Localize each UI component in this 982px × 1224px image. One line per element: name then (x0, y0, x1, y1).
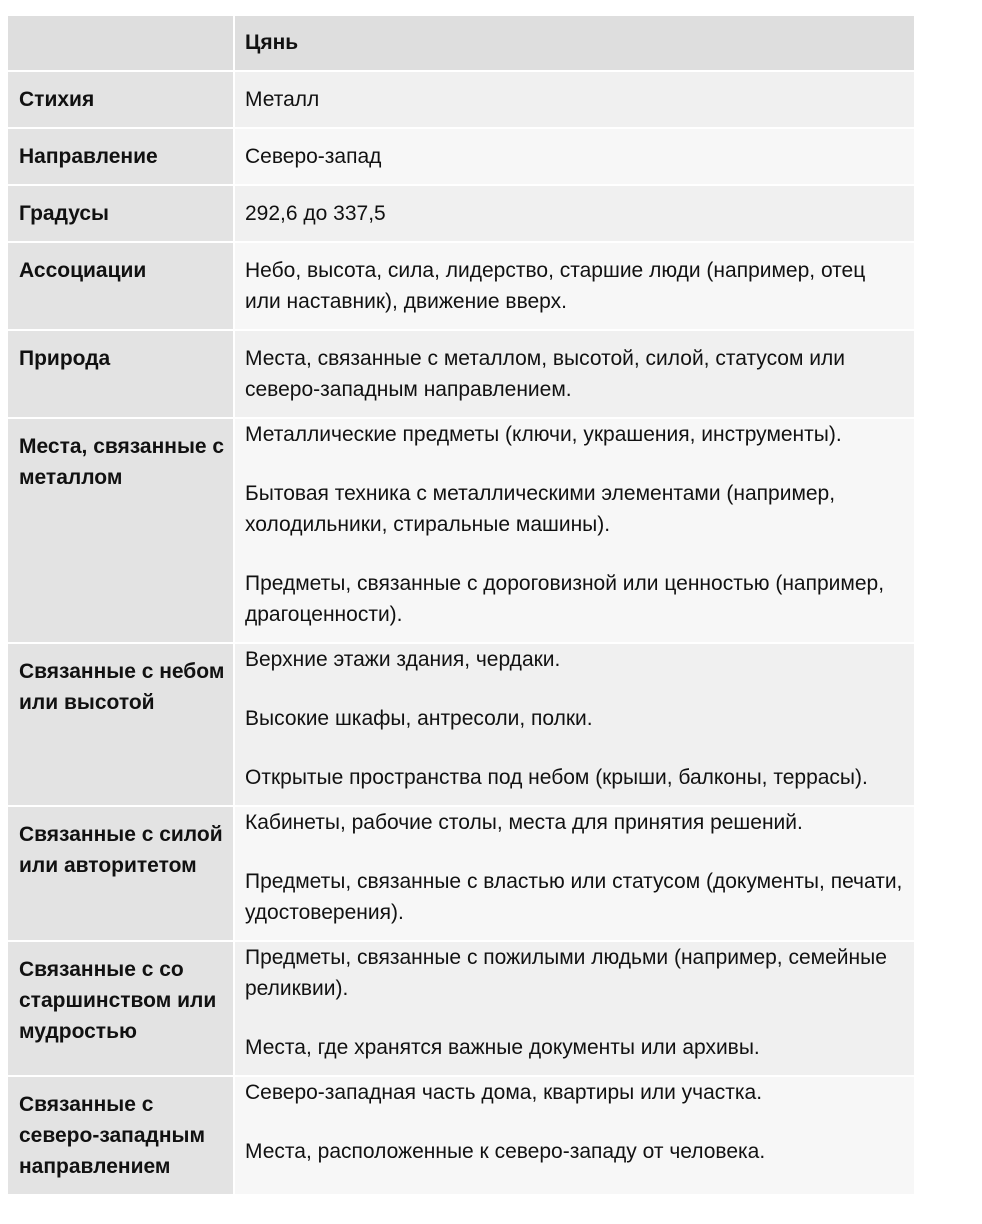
value-paragraph: Верхние этажи здания, чердаки. (245, 648, 561, 671)
table-row (8, 72, 914, 127)
table-row (8, 942, 914, 1075)
row-label: Направление (8, 129, 233, 184)
value-paragraph: Места, где хранятся важные документы или архивы. (245, 1036, 760, 1059)
table-header-row (8, 16, 914, 70)
value-paragraph: Бытовая техника с металлическими элементами (например, холодильники, стиральные машины). (245, 482, 836, 536)
table-row (8, 186, 914, 241)
header-corner-cell (8, 16, 233, 70)
row-value (235, 807, 914, 940)
value-paragraph: Места, расположенные к северо-западу от человека. (245, 1140, 766, 1163)
row-label: Связанные с силой или авторитетом (8, 807, 233, 940)
value-paragraph: Кабинеты, рабочие столы, места для принятия решений. (245, 811, 803, 834)
row-label: Ассоциации (8, 243, 233, 329)
table-row (8, 243, 914, 329)
row-value (235, 186, 914, 241)
value-paragraph: Металл (245, 88, 320, 111)
properties-table (8, 16, 914, 1196)
row-label: Места, связанные с металлом (8, 419, 233, 642)
table-row (8, 331, 914, 417)
value-paragraph: Высокие шкафы, антресоли, полки. (245, 707, 593, 730)
row-value (235, 942, 914, 1075)
column-title: Цянь (235, 16, 914, 70)
value-paragraph: Предметы, связанные с дороговизной или ценностью (например, драгоценности). (245, 572, 885, 626)
table-row (8, 419, 914, 642)
row-label: Связанные с со старшинством или мудростью (8, 942, 233, 1075)
value-paragraph: Открытые пространства под небом (крыши, балконы, террасы). (245, 766, 868, 789)
row-label: Природа (8, 331, 233, 417)
value-paragraph: Небо, высота, сила, лидерство, старшие люди (например, отец или наставник), движение вверх. (245, 259, 866, 313)
value-paragraph: Металлические предметы (ключи, украшения, инструменты). (245, 423, 842, 446)
value-paragraph: Северо-запад (245, 145, 382, 168)
row-value (235, 644, 914, 805)
value-paragraph: Места, связанные с металлом, высотой, силой, статусом или северо-западным направлением. (245, 347, 845, 401)
row-value (235, 331, 914, 417)
table-row (8, 644, 914, 805)
row-value (235, 419, 914, 642)
row-label: Градусы (8, 186, 233, 241)
table-row (8, 129, 914, 184)
row-value (235, 1077, 914, 1194)
value-paragraph: Предметы, связанные с пожилыми людьми (например, семейные реликвии). (245, 946, 887, 1000)
row-value (235, 129, 914, 184)
table-row (8, 1077, 914, 1194)
row-value (235, 72, 914, 127)
value-paragraph: Северо-западная часть дома, квартиры или участка. (245, 1081, 763, 1104)
value-paragraph: Предметы, связанные с властью или статусом (документы, печати, удостоверения). (245, 870, 903, 924)
row-label: Связанные с северо-западным направлением (8, 1077, 233, 1194)
value-paragraph: 292,6 до 337,5 (245, 202, 386, 225)
row-label: Стихия (8, 72, 233, 127)
table-row (8, 807, 914, 940)
row-label: Связанные с небом или высотой (8, 644, 233, 805)
row-value (235, 243, 914, 329)
